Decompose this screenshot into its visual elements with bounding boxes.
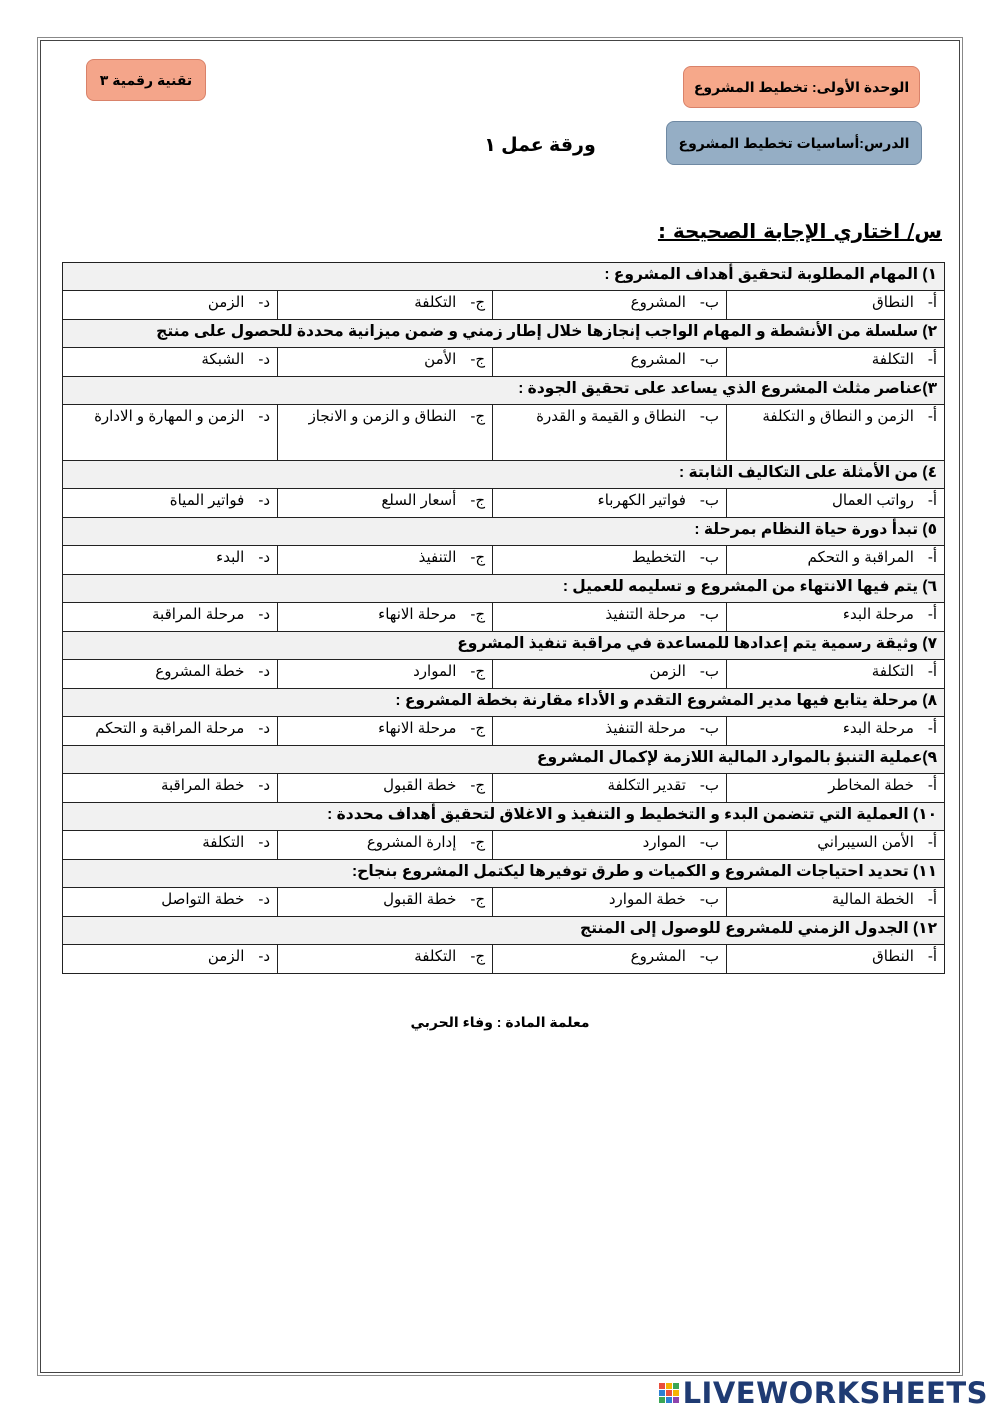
question-text: ١١) تحديد احتياجات المشروع و الكميات و طرق توفيرها ليكتمل المشروع بنجاح: [63, 860, 945, 888]
question-text: ١٠) العملية التي تتضمن البدء و التخطيط و التنفيذ و الاغلاق لتحقيق أهداف محددة : [63, 803, 945, 831]
option-letter: ج- [470, 720, 486, 737]
question-row [63, 803, 945, 831]
option-letter: ج- [470, 891, 486, 908]
option-letter: أ- [927, 351, 938, 368]
brand-text: LIVEWORKSHEETS [682, 1376, 988, 1410]
answer-option[interactable] [278, 717, 493, 746]
worksheet-title: ورقة عمل ١ [484, 135, 596, 156]
option-letter: د- [258, 777, 271, 794]
option-text: مرحلة التنفيذ [605, 606, 686, 623]
option-text: مرحلة المراقبة [152, 606, 245, 623]
option-text: النطاق و الزمن و الانجاز [308, 408, 457, 425]
option-letter: د- [258, 663, 271, 680]
answer-option[interactable] [63, 945, 278, 974]
option-letter: ج- [470, 492, 486, 509]
question-row [63, 377, 945, 405]
option-letter: د- [258, 720, 271, 737]
answer-option[interactable] [278, 888, 493, 917]
option-letter: د- [258, 606, 271, 623]
answer-option[interactable] [278, 291, 493, 320]
option-text: فواتير الكهرباء [597, 492, 686, 509]
option-letter: أ- [927, 834, 938, 851]
option-letter: د- [258, 294, 271, 311]
option-text: التكلفة [871, 663, 914, 680]
option-text: مرحلة البدء [842, 606, 914, 623]
option-text: المشروع [630, 948, 686, 965]
option-letter: أ- [927, 408, 938, 425]
option-text: التكلفة [414, 948, 457, 965]
answer-option[interactable] [727, 888, 945, 917]
option-letter: د- [258, 549, 271, 566]
answer-option[interactable] [278, 603, 493, 632]
option-letter: أ- [927, 777, 938, 794]
option-letter: ب- [699, 834, 720, 851]
course-badge: تقنية رقمية ٣ [86, 59, 206, 101]
option-letter: د- [258, 408, 271, 425]
option-text: الزمن و المهارة و الادارة [94, 408, 245, 425]
option-text: البدء [216, 549, 245, 566]
option-letter: أ- [927, 720, 938, 737]
option-letter: ج- [470, 663, 486, 680]
answer-option[interactable] [493, 774, 727, 803]
option-letter: ب- [699, 891, 720, 908]
option-letter: أ- [927, 492, 938, 509]
answer-option[interactable] [278, 831, 493, 860]
options-row [63, 831, 945, 860]
option-text: الزمن و النطاق و التكلفة [762, 408, 914, 425]
liveworksheets-logo [659, 1376, 988, 1410]
question-text: ٤) من الأمثلة على التكاليف الثابتة : [63, 461, 945, 489]
options-row [63, 888, 945, 917]
option-text: النطاق و القيمة و القدرة [536, 408, 686, 425]
option-text: النطاق [872, 294, 914, 311]
option-text: الزمن [207, 294, 245, 311]
options-row [63, 348, 945, 377]
answer-option[interactable] [63, 348, 278, 377]
option-text: الزمن [207, 948, 245, 965]
option-letter: ب- [699, 549, 720, 566]
logo-grid-icon [659, 1383, 679, 1403]
option-letter: أ- [927, 663, 938, 680]
option-letter: ج- [470, 408, 486, 425]
answer-option[interactable] [727, 945, 945, 974]
option-letter: ج- [470, 294, 486, 311]
option-letter: ب- [699, 351, 720, 368]
answer-option[interactable] [727, 291, 945, 320]
option-letter: أ- [927, 549, 938, 566]
answer-option[interactable] [493, 603, 727, 632]
options-row [63, 603, 945, 632]
option-letter: ب- [699, 408, 720, 425]
option-letter: أ- [927, 891, 938, 908]
option-text: الزمن [649, 663, 686, 680]
answer-option[interactable] [278, 489, 493, 518]
option-letter: د- [258, 834, 271, 851]
options-row [63, 405, 945, 461]
unit-badge: الوحدة الأولى: تخطيط المشروع [683, 66, 920, 108]
options-row [63, 774, 945, 803]
option-letter: أ- [927, 294, 938, 311]
answer-option[interactable] [493, 888, 727, 917]
answer-option[interactable] [278, 945, 493, 974]
option-letter: د- [258, 351, 271, 368]
option-text: مرحلة البدء [842, 720, 914, 737]
answer-option[interactable] [493, 831, 727, 860]
option-letter: د- [258, 948, 271, 965]
option-text: التنفيذ [418, 549, 457, 566]
question-row [63, 689, 945, 717]
option-text: رواتب العمال [832, 492, 914, 509]
answer-option[interactable] [493, 660, 727, 689]
question-text: ٨) مرحلة يتابع فيها مدير المشروع التقدم و الأداء مقارنة بخطة المشروع : [63, 689, 945, 717]
option-text: التخطيط [631, 549, 686, 566]
option-text: المشروع [630, 294, 686, 311]
answer-option[interactable] [278, 348, 493, 377]
option-text: الخطة المالية [831, 891, 914, 908]
answer-option[interactable] [727, 348, 945, 377]
option-letter: ب- [699, 777, 720, 794]
answer-option[interactable] [493, 717, 727, 746]
option-letter: ب- [699, 720, 720, 737]
option-letter: أ- [927, 948, 938, 965]
option-letter: أ- [927, 606, 938, 623]
option-letter: ج- [470, 777, 486, 794]
option-text: التكلفة [202, 834, 245, 851]
option-text: مرحلة الانهاء [378, 606, 457, 623]
answer-option[interactable] [727, 660, 945, 689]
option-text: خطة القبول [383, 891, 457, 908]
question-text: ١٢) الجدول الزمني للمشروع للوصول إلى المنتج [63, 917, 945, 945]
question-row [63, 518, 945, 546]
option-text: إدارة المشروع [366, 834, 457, 851]
question-row [63, 461, 945, 489]
instruction-heading: س/ اختاري الإجابة الصحيحة : [657, 219, 942, 243]
option-text: خطة القبول [383, 777, 457, 794]
option-text: خطة المخاطر [828, 777, 914, 794]
question-text: ٧) وثيقة رسمية يتم إعدادها للمساعدة في مراقبة تنفيذ المشروع [63, 632, 945, 660]
answer-option[interactable] [493, 405, 727, 461]
teacher-name: معلمة المادة : وفاء الحربي [410, 1014, 590, 1030]
question-text: ٥) تبدأ دورة حياة النظام بمرحلة : [63, 518, 945, 546]
answer-option[interactable] [727, 405, 945, 461]
answer-option[interactable] [63, 546, 278, 575]
option-text: الموارد [413, 663, 457, 680]
answer-option[interactable] [727, 546, 945, 575]
options-row [63, 291, 945, 320]
answer-option[interactable] [493, 291, 727, 320]
lesson-badge: الدرس:أساسيات تخطيط المشروع [666, 121, 922, 165]
answer-option[interactable] [727, 831, 945, 860]
answer-option[interactable] [278, 405, 493, 461]
option-text: فواتير المياة [169, 492, 245, 509]
option-text: خطة المشروع [155, 663, 245, 680]
option-text: الأمن السيبراني [817, 834, 914, 851]
answer-option[interactable] [63, 831, 278, 860]
option-text: المراقبة و التحكم [807, 549, 914, 566]
question-row [63, 575, 945, 603]
answer-option[interactable] [63, 489, 278, 518]
option-text: أسعار السلع [381, 492, 457, 509]
question-text: ٦) يتم فيها الانتهاء من المشروع و تسليمه للعميل : [63, 575, 945, 603]
option-letter: ب- [699, 294, 720, 311]
question-row [63, 746, 945, 774]
question-row [63, 917, 945, 945]
option-text: التكلفة [871, 351, 914, 368]
question-text: ١) المهام المطلوبة لتحقيق أهداف المشروع : [63, 263, 945, 291]
answer-option[interactable] [727, 774, 945, 803]
option-text: مرحلة الانهاء [378, 720, 457, 737]
question-text: ٩)عملية التنبؤ بالموارد المالية اللازمة لإكمال المشروع [63, 746, 945, 774]
option-text: خطة الموارد [608, 891, 686, 908]
option-letter: د- [258, 492, 271, 509]
answer-option[interactable] [63, 717, 278, 746]
answer-option[interactable] [63, 888, 278, 917]
answer-option[interactable] [278, 774, 493, 803]
option-letter: ج- [470, 351, 486, 368]
options-row [63, 546, 945, 575]
answer-option[interactable] [727, 717, 945, 746]
option-letter: ج- [470, 549, 486, 566]
options-row [63, 945, 945, 974]
option-letter: ج- [470, 834, 486, 851]
answer-option[interactable] [727, 603, 945, 632]
answer-option[interactable] [278, 546, 493, 575]
answer-option[interactable] [278, 660, 493, 689]
option-text: خطة المراقبة [160, 777, 245, 794]
option-text: خطة التواصل [161, 891, 245, 908]
answer-option[interactable] [493, 945, 727, 974]
answer-option[interactable] [63, 291, 278, 320]
answer-option[interactable] [63, 603, 278, 632]
answer-option[interactable] [493, 489, 727, 518]
answer-option[interactable] [63, 774, 278, 803]
answer-option[interactable] [493, 348, 727, 377]
option-text: النطاق [872, 948, 914, 965]
option-letter: ب- [699, 606, 720, 623]
question-text: ٣)عناصر مثلث المشروع الذي يساعد على تحقيق الجودة : [63, 377, 945, 405]
answer-option[interactable] [63, 405, 278, 461]
option-text: الموارد [642, 834, 686, 851]
question-row [63, 320, 945, 348]
option-text: تقدير التكلفة [607, 777, 686, 794]
option-letter: ج- [470, 606, 486, 623]
answer-option[interactable] [493, 546, 727, 575]
option-letter: ب- [699, 948, 720, 965]
option-letter: ب- [699, 492, 720, 509]
answer-option[interactable] [63, 660, 278, 689]
option-text: التكلفة [414, 294, 457, 311]
option-letter: د- [258, 891, 271, 908]
option-text: مرحلة التنفيذ [605, 720, 686, 737]
question-text: ٢) سلسلة من الأنشطة و المهام الواجب إنجازها خلال إطار زمني و ضمن ميزانية محددة للحصول على منتج [63, 320, 945, 348]
option-text: مرحلة المراقبة و التحكم [95, 720, 245, 737]
option-letter: ج- [470, 948, 486, 965]
question-row [63, 860, 945, 888]
option-text: المشروع [630, 351, 686, 368]
answer-option[interactable] [727, 489, 945, 518]
option-text: الأمن [424, 351, 457, 368]
option-letter: ب- [699, 663, 720, 680]
option-text: الشبكة [201, 351, 245, 368]
questions-table [62, 262, 945, 974]
question-row [63, 632, 945, 660]
question-row [63, 263, 945, 291]
options-row [63, 660, 945, 689]
options-row [63, 489, 945, 518]
options-row [63, 717, 945, 746]
